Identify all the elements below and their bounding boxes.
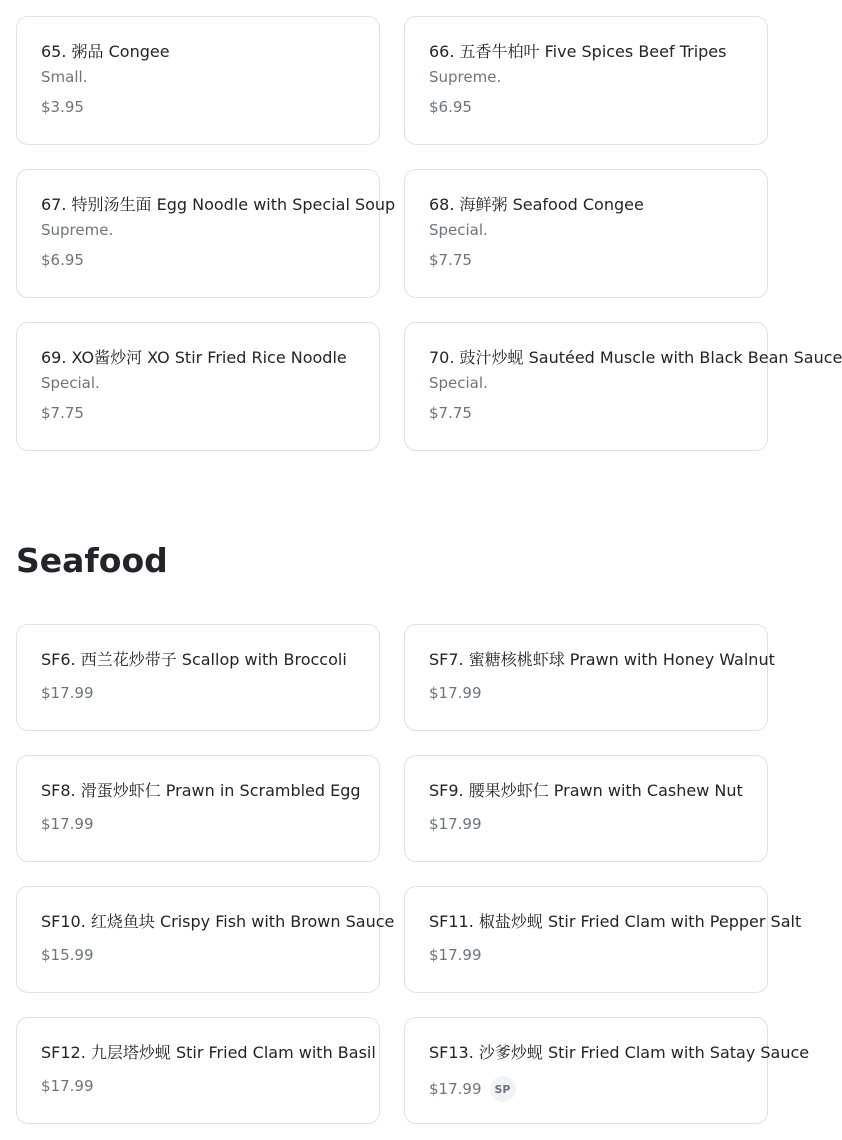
menu-item-name: 70. 豉汁炒蚬 Sautéed Muscle with Black Bean Sauce [429,348,842,367]
menu-item-card[interactable] [16,624,380,731]
menu-item-price: $17.99 [41,815,94,833]
menu-item-description: Special. [429,374,488,392]
menu-item-card[interactable] [404,169,768,298]
menu-item-description: Special. [429,221,488,239]
menu-item-price: $17.99 [429,1080,482,1098]
menu-item-price-row [429,1064,743,1102]
menu-item-description: Small. [41,68,88,86]
menu-grid-previous-section [16,16,842,451]
menu-item-name: SF8. 滑蛋炒虾仁 Prawn in Scrambled Egg [41,781,361,800]
menu-item-card[interactable] [16,1017,380,1124]
menu-item-price: $17.99 [429,815,482,833]
menu-item-description: Supreme. [429,68,502,86]
menu-item-description: Special. [41,374,100,392]
menu-item-price: $7.75 [41,404,84,422]
menu-item-price: $17.99 [429,684,482,702]
menu-item-price: $17.99 [41,684,94,702]
menu-item-name: 65. 粥品 Congee [41,42,170,61]
menu-item-price: $6.95 [429,98,472,116]
menu-grid-seafood [16,624,810,1124]
menu-item-card[interactable] [16,322,380,451]
spicy-badge: SP [490,1076,516,1102]
menu-item-name: SF11. 椒盐炒蚬 Stir Fried Clam with Pepper Salt [429,912,802,931]
menu-item-price: $3.95 [41,98,84,116]
menu-item-name: SF7. 蜜糖核桃虾球 Prawn with Honey Walnut [429,650,775,669]
menu-item-name: SF12. 九层塔炒蚬 Stir Fried Clam with Basil [41,1043,376,1062]
menu-item-price: $17.99 [429,946,482,964]
menu-item-name: SF9. 腰果炒虾仁 Prawn with Cashew Nut [429,781,743,800]
menu-item-card[interactable] [404,16,768,145]
menu-item-card[interactable] [16,169,396,298]
menu-item-price: $7.75 [429,404,472,422]
menu-item-price: $17.99 [41,1077,94,1095]
menu-item-card[interactable] [404,322,842,451]
menu-item-card[interactable] [16,755,380,862]
menu-item-name: SF6. 西兰花炒带子 Scallop with Broccoli [41,650,347,669]
menu-item-name: SF13. 沙爹炒蚬 Stir Fried Clam with Satay Sauce [429,1043,810,1062]
menu-item-name: 67. 特别汤生面 Egg Noodle with Special Soup [41,195,396,214]
menu-item-price: $7.75 [429,251,472,269]
section-title-seafood: Seafood [16,541,168,580]
menu-item-card[interactable] [404,624,775,731]
menu-item-card[interactable] [16,16,380,145]
menu-item-name: SF10. 红烧鱼块 Crispy Fish with Brown Sauce [41,912,395,931]
menu-item-card[interactable] [404,1017,810,1124]
menu-item-card[interactable] [404,886,802,993]
menu-item-name: 68. 海鲜粥 Seafood Congee [429,195,644,214]
menu-item-card[interactable] [404,755,768,862]
menu-item-name: 69. XO酱炒河 XO Stir Fried Rice Noodle [41,348,347,367]
menu-item-card[interactable] [16,886,395,993]
menu-item-name: 66. 五香牛柏叶 Five Spices Beef Tripes [429,42,727,61]
menu-item-price: $15.99 [41,946,94,964]
menu-item-price: $6.95 [41,251,84,269]
menu-item-description: Supreme. [41,221,114,239]
